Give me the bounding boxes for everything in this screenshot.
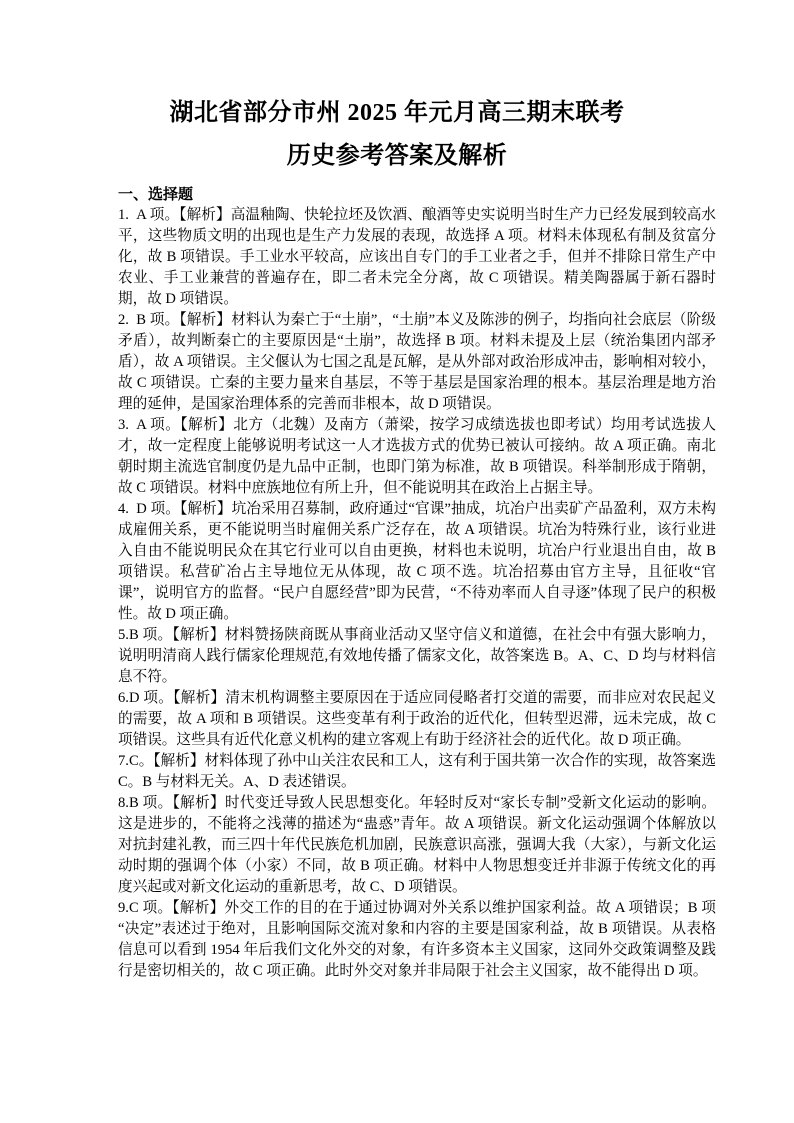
document-header (0, 0, 794, 178)
answer-item-7: 7.C。【解析】材料体现了孙中山关注农民和工人，这有利于国共第一次合作的实现，故答案选 C。B 与材料无关。A、D 表述错误。 (118, 753, 716, 790)
answer-item-3: 3. A 项。【解析】北方（北魏）及南方（萧梁，按学习成绩选拔也即考试）均用考试选拔人才，故一定程度上能够说明考试这一人才选拔方式的优势已被认可接纳。故 A 项正确。南北朝时期主流选官制度仍是九品中正制，也即门第为标准，故 B 项错误。科举制形成于隋朝，故 C 项错误。材料中庶族地位有所上升，但不能说明其在政治上占据主导。 (118, 417, 716, 496)
answer-item-6: 6.D 项。【解析】清末机构调整主要原因在于适应同侵略者打交道的需要，而非应对农民起义的需要，故 A 项和 B 项错误。这些变革有利于政治的近代化，但转型迟滞，远未完成，故 C 项错误。这些具有近代化意义机构的建立客观上有助于经济社会的近代化。故 D 项正确。 (118, 690, 716, 748)
answer-list (118, 205, 716, 982)
doc-title-line-2: 历史参考答案及解析 (286, 143, 508, 169)
answer-item-2: 2. B 项。【解析】材料认为秦亡于“土崩”，“土崩”本义及陈涉的例子，均指向社会底层（阶级矛盾），故判断秦亡的主要原因是“土崩”，故选择 B 项。材料未提及上层（统治集团内部矛盾），故 A 项错误。主父偃认为七国之乱是瓦解，是从外部对政治形成冲击，影响相对较小，故 C 项错误。亡秦的主要力量来自基层，不等于基层是国家治理的根本。基层治理是地方治理的延伸，是国家治理体系的完善而非根本，故 D 项错误。 (118, 312, 716, 412)
answer-item-4: 4. D 项。【解析】坑冶采用召募制，政府通过“官课”抽成，坑冶户出卖矿产品盈利，双方未构成雇佣关系，更不能说明当时雇佣关系广泛存在，故 A 项错误。坑冶为特殊行业，该行业进入自由不能说明民众在其它行业可以自由更换，材料也未说明，坑冶户行业退出自由，故 B 项错误。私营矿冶占主导地位无从体现，故 C 项不选。坑冶招募由官方主导，且征收“官课”，说明官方的监督。“民户自愿经营”即为民营，“不待劝率而人自寻逐”体现了民户的积极性。故 D 项正确。 (118, 501, 716, 622)
answer-item-8: 8.B 项。【解析】时代变迁导致人民思想变化。年轻时反对“家长专制”受新文化运动的影响。这是进步的，不能将之浅薄的描述为“蛊惑”青年。故 A 项错误。新文化运动强调个体解放以对抗封建礼教，而三四十年代民族危机加剧，民族意识高涨，强调大我（大家），与新文化运动时期的强调个体（小家）不同，故 B 项正确。材料中人物思想变迁并非源于传统文化的再度兴起或对新文化运动的重新思考，故 C、D 项错误。 (118, 795, 716, 895)
answer-item-1: 1. A 项。【解析】高温釉陶、快轮拉坯及饮酒、酿酒等史实说明当时生产力已经发展到较高水平，这些物质文明的出现也是生产力发展的表现，故选择 A 项。材料未体现私有制及贫富分化，故 B 项错误。手工业水平较高，应该出自专门的手工业者之手，但并不排除日常生产中农业、手工业兼营的普遍存在，即二者未完全分离，故 C 项错误。精美陶器属于新石器时期，故 D 项错误。 (118, 207, 716, 307)
doc-title-line-1: 湖北省部分市州 2025 年元月高三期末联考 (169, 100, 625, 126)
answer-item-9: 9.C 项。【解析】外交工作的目的在于通过协调对外关系以维护国家利益。故 A 项错误；B 项“决定”表述过于绝对，且影响国际交流对象和内容的主要是国家利益，故 B 项错误。从表格信息可以看到 1954 年后我们文化外交的对象，有许多资本主义国家，这同外交政策调整及践行是密切相关的，故 C 项正确。此时外交对象并非局限于社会主义国家，故不能得出 D 项。 (118, 900, 716, 979)
section-heading-multiple-choice: 一、选择题 (118, 186, 194, 203)
answer-item-5: 5.B 项。【解析】材料赞扬陕商既从事商业活动又坚守信义和道德，在社会中有强大影响力，说明明清商人践行儒家伦理规范,有效地传播了儒家文化，故答案选 B。A、C、D 均与材料信息不符。 (118, 627, 716, 685)
